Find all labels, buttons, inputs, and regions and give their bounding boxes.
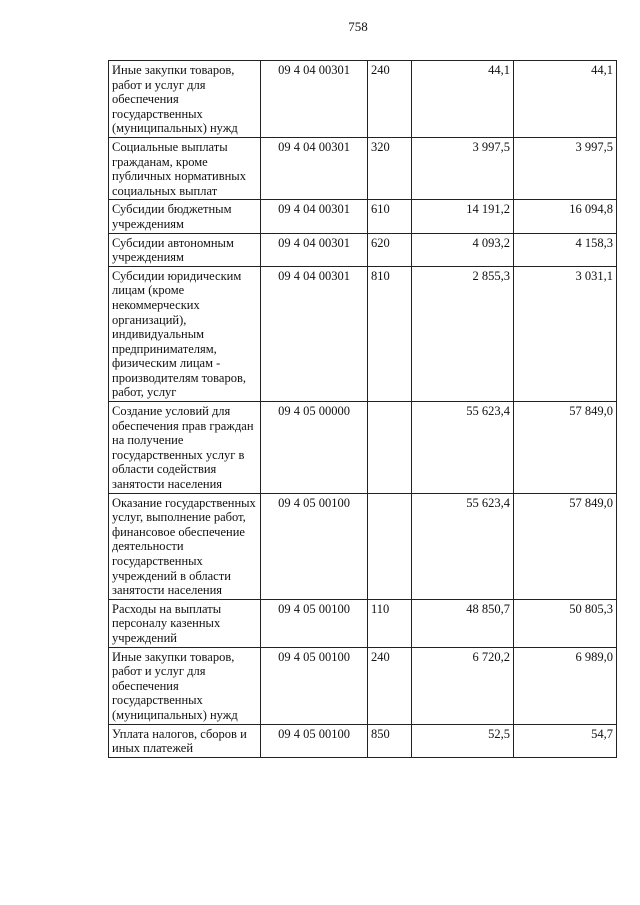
target-code: 09 4 04 00301	[261, 61, 368, 138]
amount-year-2: 57 849,0	[514, 493, 617, 599]
item-name: Субсидии юридическим лицам (кроме некоммерческих организаций), индивидуальным предпринимателям, физическим лицам - производителям товаров, работ, услуг	[109, 266, 261, 401]
amount-year-2: 4 158,3	[514, 233, 617, 266]
amount-year-2: 50 805,3	[514, 599, 617, 647]
expense-type: 610	[368, 200, 412, 233]
table-row	[109, 402, 617, 494]
item-name: Создание условий для обеспечения прав граждан на получение государственных услуг в области содействия занятости населения	[109, 402, 261, 494]
table-row	[109, 266, 617, 401]
table-row	[109, 599, 617, 647]
table-row	[109, 647, 617, 724]
target-code: 09 4 04 00301	[261, 137, 368, 199]
table-row	[109, 61, 617, 138]
item-name: Уплата налогов, сборов и иных платежей	[109, 724, 261, 757]
amount-year-2: 3 997,5	[514, 137, 617, 199]
table-row	[109, 724, 617, 757]
table-row	[109, 200, 617, 233]
target-code: 09 4 05 00100	[261, 724, 368, 757]
amount-year-1: 4 093,2	[412, 233, 514, 266]
target-code: 09 4 05 00100	[261, 493, 368, 599]
amount-year-2: 16 094,8	[514, 200, 617, 233]
expense-type: 620	[368, 233, 412, 266]
item-name: Социальные выплаты гражданам, кроме публичных нормативных социальных выплат	[109, 137, 261, 199]
item-name: Иные закупки товаров, работ и услуг для обеспечения государственных (муниципальных) нужд	[109, 647, 261, 724]
expense-type: 320	[368, 137, 412, 199]
item-name: Субсидии бюджетным учреждениям	[109, 200, 261, 233]
page-number: 758	[348, 19, 368, 34]
amount-year-1: 2 855,3	[412, 266, 514, 401]
expense-type: 110	[368, 599, 412, 647]
item-name: Иные закупки товаров, работ и услуг для обеспечения государственных (муниципальных) нужд	[109, 61, 261, 138]
target-code: 09 4 05 00100	[261, 599, 368, 647]
amount-year-1: 52,5	[412, 724, 514, 757]
item-name: Расходы на выплаты персоналу казенных учреждений	[109, 599, 261, 647]
target-code: 09 4 05 00000	[261, 402, 368, 494]
table-row	[109, 233, 617, 266]
amount-year-1: 3 997,5	[412, 137, 514, 199]
item-name: Оказание государственных услуг, выполнение работ, финансовое обеспечение деятельности государственных учреждений в области занятости населения	[109, 493, 261, 599]
amount-year-2: 54,7	[514, 724, 617, 757]
amount-year-1: 6 720,2	[412, 647, 514, 724]
amount-year-2: 44,1	[514, 61, 617, 138]
target-code: 09 4 04 00301	[261, 266, 368, 401]
amount-year-2: 6 989,0	[514, 647, 617, 724]
expense-type: 850	[368, 724, 412, 757]
amount-year-1: 55 623,4	[412, 402, 514, 494]
target-code: 09 4 05 00100	[261, 647, 368, 724]
amount-year-1: 44,1	[412, 61, 514, 138]
expense-type: 240	[368, 61, 412, 138]
amount-year-1: 48 850,7	[412, 599, 514, 647]
expense-type	[368, 493, 412, 599]
expense-type	[368, 402, 412, 494]
target-code: 09 4 04 00301	[261, 200, 368, 233]
amount-year-2: 57 849,0	[514, 402, 617, 494]
amount-year-2: 3 031,1	[514, 266, 617, 401]
amount-year-1: 14 191,2	[412, 200, 514, 233]
table-row	[109, 493, 617, 599]
amount-year-1: 55 623,4	[412, 493, 514, 599]
budget-table	[108, 60, 617, 758]
table-row	[109, 137, 617, 199]
expense-type: 240	[368, 647, 412, 724]
target-code: 09 4 04 00301	[261, 233, 368, 266]
expense-type: 810	[368, 266, 412, 401]
item-name: Субсидии автономным учреждениям	[109, 233, 261, 266]
